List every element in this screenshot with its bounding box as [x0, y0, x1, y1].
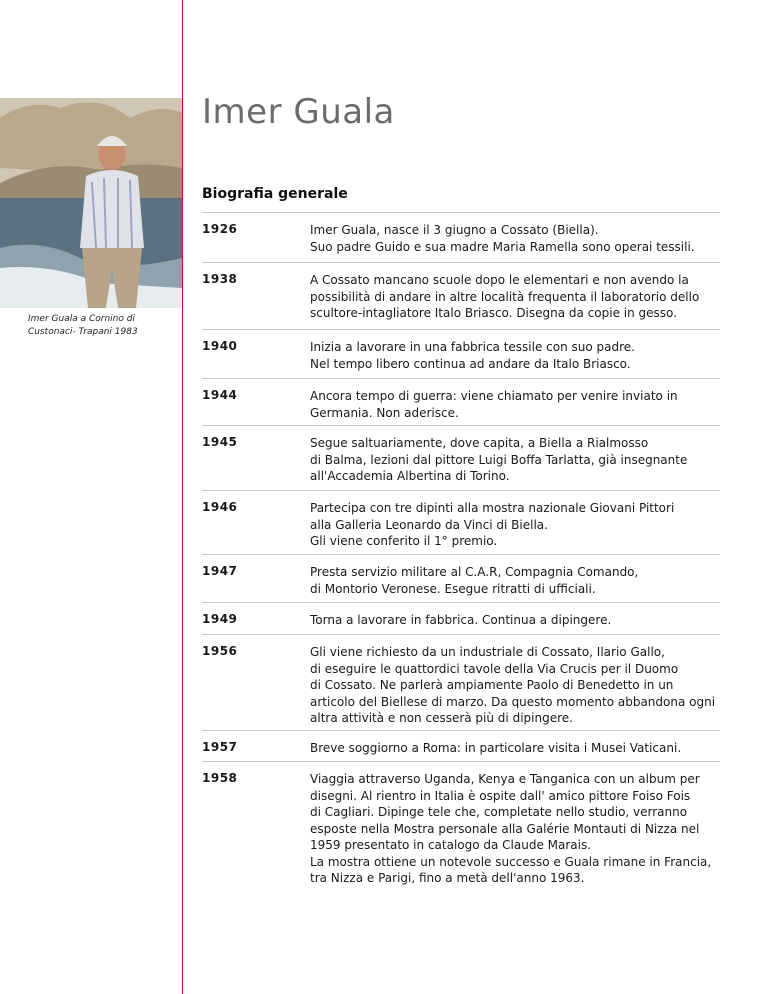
timeline-text: Viaggia attraverso Uganda, Kenya e Tanganica con un album per disegni. Al rientro in Italia è ospite dall' amico pittore Foiso Fois di Cagliari. Dipinge tele che, completate nello studio, verranno esposte nella Mostra personale alla Galérie Montauti di Nizza nel 1959 presentato in catalogo da Claude Marais. La mostra ottiene un notevole successo e Guala rimane in Francia, tra Nizza e Parigi, fino a metà dell'anno 1963.	[310, 772, 712, 885]
row-divider	[202, 761, 720, 762]
page-title: Imer Guala	[202, 92, 395, 132]
row-divider	[202, 730, 720, 731]
row-divider	[202, 634, 720, 635]
timeline-year: 1926	[202, 222, 238, 236]
timeline-text: Imer Guala, nasce il 3 giugno a Cossato (Biella). Suo padre Guido e sua madre Maria Ramella sono operai tessili.	[310, 223, 695, 254]
timeline-year: 1938	[202, 272, 238, 286]
row-divider	[202, 602, 720, 603]
timeline-year: 1957	[202, 740, 238, 754]
timeline-text: Breve soggiorno a Roma: in particolare visita i Musei Vaticani.	[310, 741, 682, 755]
timeline-text: Partecipa con tre dipinti alla mostra nazionale Giovani Pittori alla Galleria Leonardo da Vinci di Biella. Gli viene conferito il 1° premio.	[310, 501, 675, 548]
timeline-year: 1944	[202, 388, 238, 402]
row-divider	[202, 329, 720, 330]
row-divider	[202, 554, 720, 555]
row-divider	[202, 262, 720, 263]
timeline-text: A Cossato mancano scuole dopo le elementari e non avendo la possibilità di andare in altre località frequenta il laboratorio dello scultore-intagliatore Italo Briasco. Disegna da copie in gesso.	[310, 273, 700, 320]
timeline-text: Presta servizio militare al C.A.R, Compagnia Comando, di Montorio Veronese. Esegue ritratti di ufficiali.	[310, 565, 639, 596]
timeline-text: Ancora tempo di guerra: viene chiamato per venire inviato in Germania. Non aderisce.	[310, 389, 678, 420]
timeline-year: 1946	[202, 500, 238, 514]
timeline-text: Torna a lavorare in fabbrica. Continua a dipingere.	[310, 613, 612, 627]
timeline-text: Inizia a lavorare in una fabbrica tessile con suo padre. Nel tempo libero continua ad andare da Italo Briasco.	[310, 340, 635, 371]
row-divider	[202, 378, 720, 379]
photo-caption: Imer Guala a Cornino di Custonaci- Trapani 1983	[28, 314, 138, 337]
timeline-year: 1956	[202, 644, 238, 658]
row-divider	[202, 212, 720, 213]
timeline-year: 1949	[202, 612, 238, 626]
timeline-year: 1947	[202, 564, 238, 578]
timeline-text: Gli viene richiesto da un industriale di Cossato, Ilario Gallo, di eseguire le quattordici tavole della Via Crucis per il Duomo di Cossato. Ne parlerà ampiamente Paolo di Benedetto in un articolo del Biellese di marzo. Da questo momento abbandona ogni altra attività e non cesserà più di dipingere.	[310, 645, 716, 725]
portrait-photo	[0, 98, 182, 308]
row-divider	[202, 490, 720, 491]
timeline-text: Segue saltuariamente, dove capita, a Biella a Rialmosso di Balma, lezioni dal pittore Luigi Boffa Tarlatta, già insegnante all'Accademia Albertina di Torino.	[310, 436, 688, 483]
row-divider	[202, 425, 720, 426]
margin-rule	[182, 0, 183, 994]
timeline-year: 1945	[202, 435, 238, 449]
section-heading: Biografia generale	[202, 186, 348, 202]
timeline-year: 1958	[202, 771, 238, 785]
timeline-year: 1940	[202, 339, 238, 353]
